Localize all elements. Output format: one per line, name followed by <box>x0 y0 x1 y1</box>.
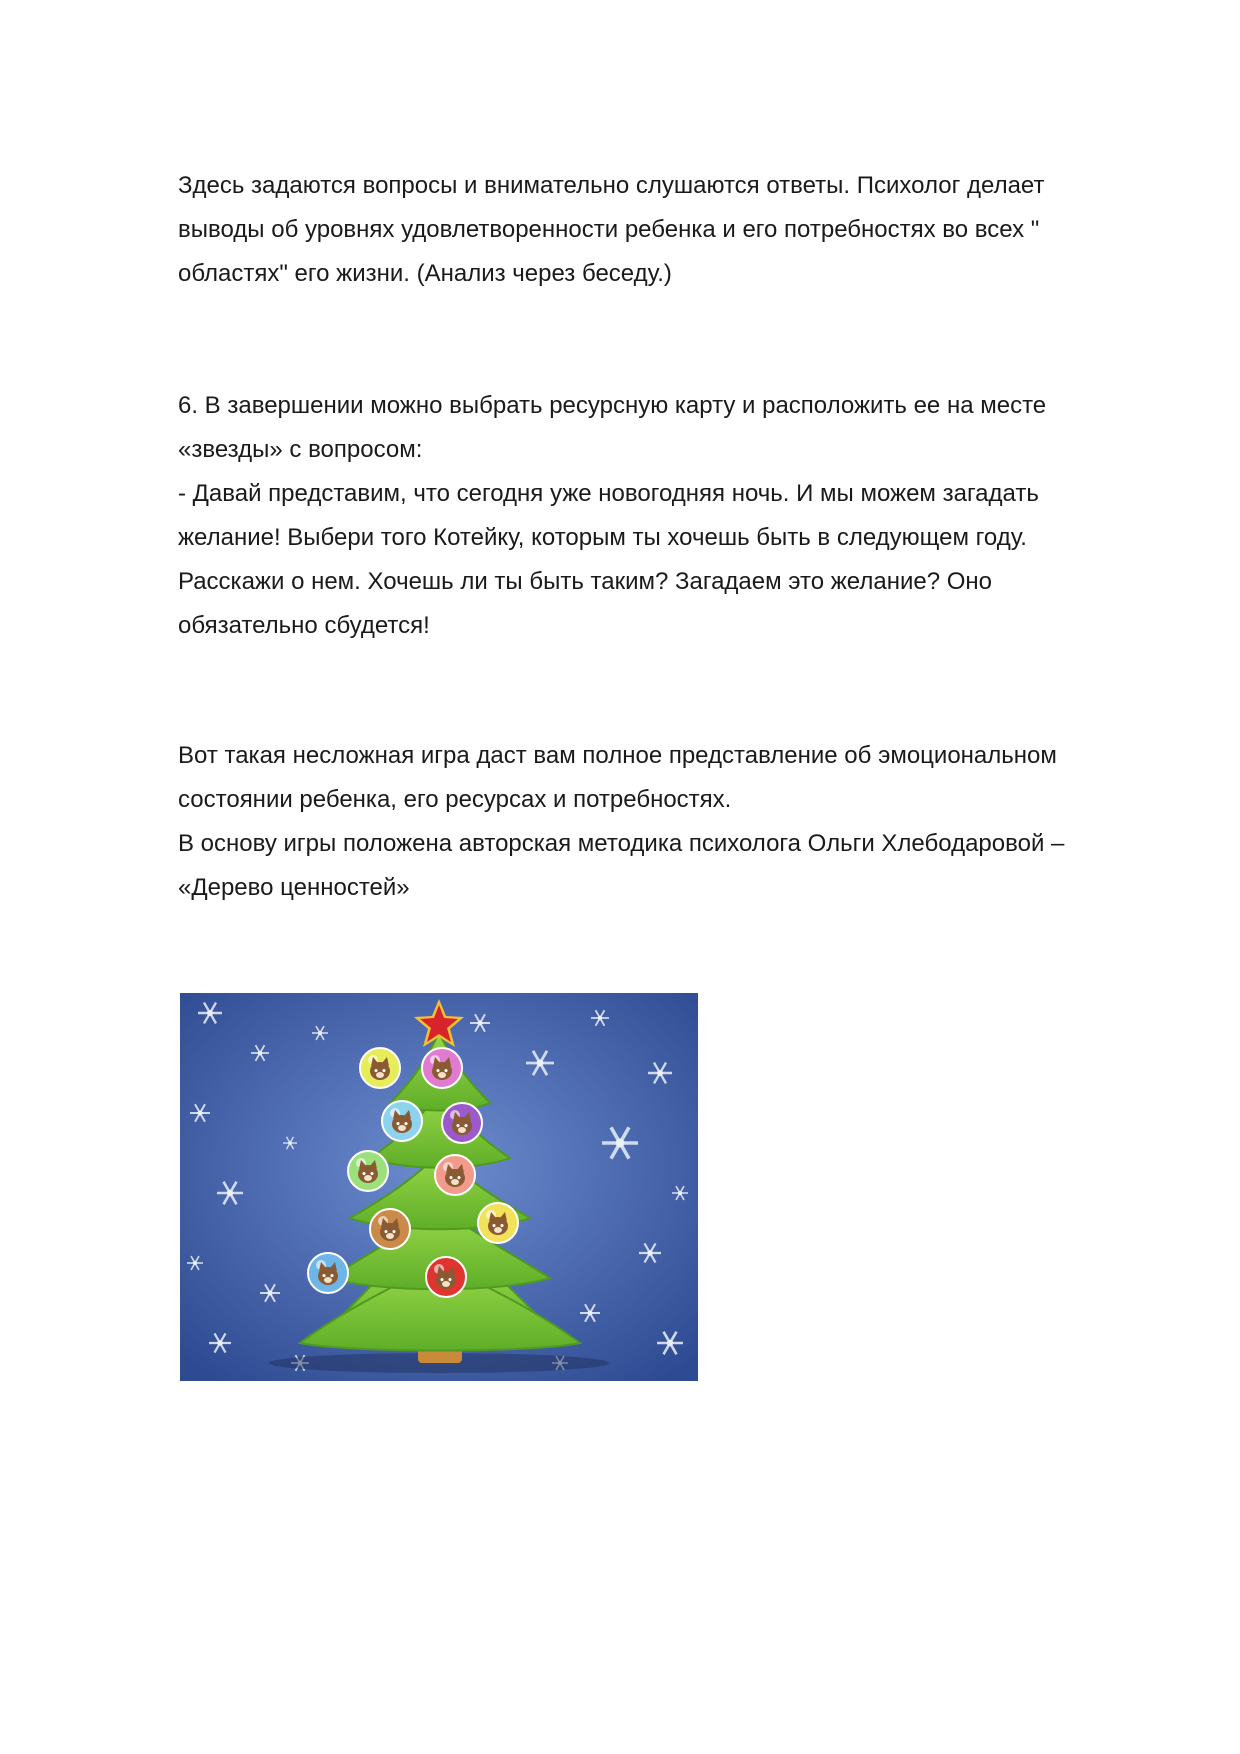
paragraph-conclusion <box>178 734 1178 910</box>
text-line: областях" его жизни. (Анализ через беседу.) <box>178 260 672 287</box>
text-line: «звезды» с вопросом: <box>178 436 423 463</box>
cat-ornament-icon <box>382 1101 422 1141</box>
paragraph-step-6 <box>178 384 1178 648</box>
cat-ornament-icon <box>435 1155 475 1195</box>
text-line: желание! Выбери того Котейку, которым ты хочешь быть в следующем году. <box>178 524 1027 551</box>
cat-ornament-icon <box>422 1048 462 1088</box>
text-line: обязательно сбудется! <box>178 612 430 639</box>
christmas-tree-illustration <box>180 993 698 1381</box>
paragraph-conversation-analysis <box>178 164 1178 296</box>
cat-ornament-icon <box>348 1151 388 1191</box>
text-line: Вот такая несложная игра даст вам полное представление об эмоциональном <box>178 742 1057 769</box>
cat-ornament-icon <box>442 1103 482 1143</box>
cat-ornament-icon <box>478 1203 518 1243</box>
text-line: 6. В завершении можно выбрать ресурсную карту и расположить ее на месте <box>178 392 1047 419</box>
cat-ornament-icon <box>426 1257 466 1297</box>
cat-ornament-icon <box>370 1209 410 1249</box>
text-line: Расскажи о нем. Хочешь ли ты быть таким? Загадаем это желание? Оно <box>178 568 992 595</box>
text-line: В основу игры положена авторская методика психолога Ольги Хлебодаровой – <box>178 830 1065 857</box>
cat-ornament-icon <box>308 1253 348 1293</box>
text-line: - Давай представим, что сегодня уже новогодняя ночь. И мы можем загадать <box>178 480 1039 507</box>
cat-ornament-icon <box>360 1048 400 1088</box>
text-line: состоянии ребенка, его ресурсах и потребностях. <box>178 786 732 813</box>
text-line: Здесь задаются вопросы и внимательно слушаются ответы. Психолог делает <box>178 172 1045 199</box>
text-line: выводы об уровнях удовлетворенности ребенка и его потребностях во всех " <box>178 216 1040 243</box>
text-line: «Дерево ценностей» <box>178 874 410 901</box>
